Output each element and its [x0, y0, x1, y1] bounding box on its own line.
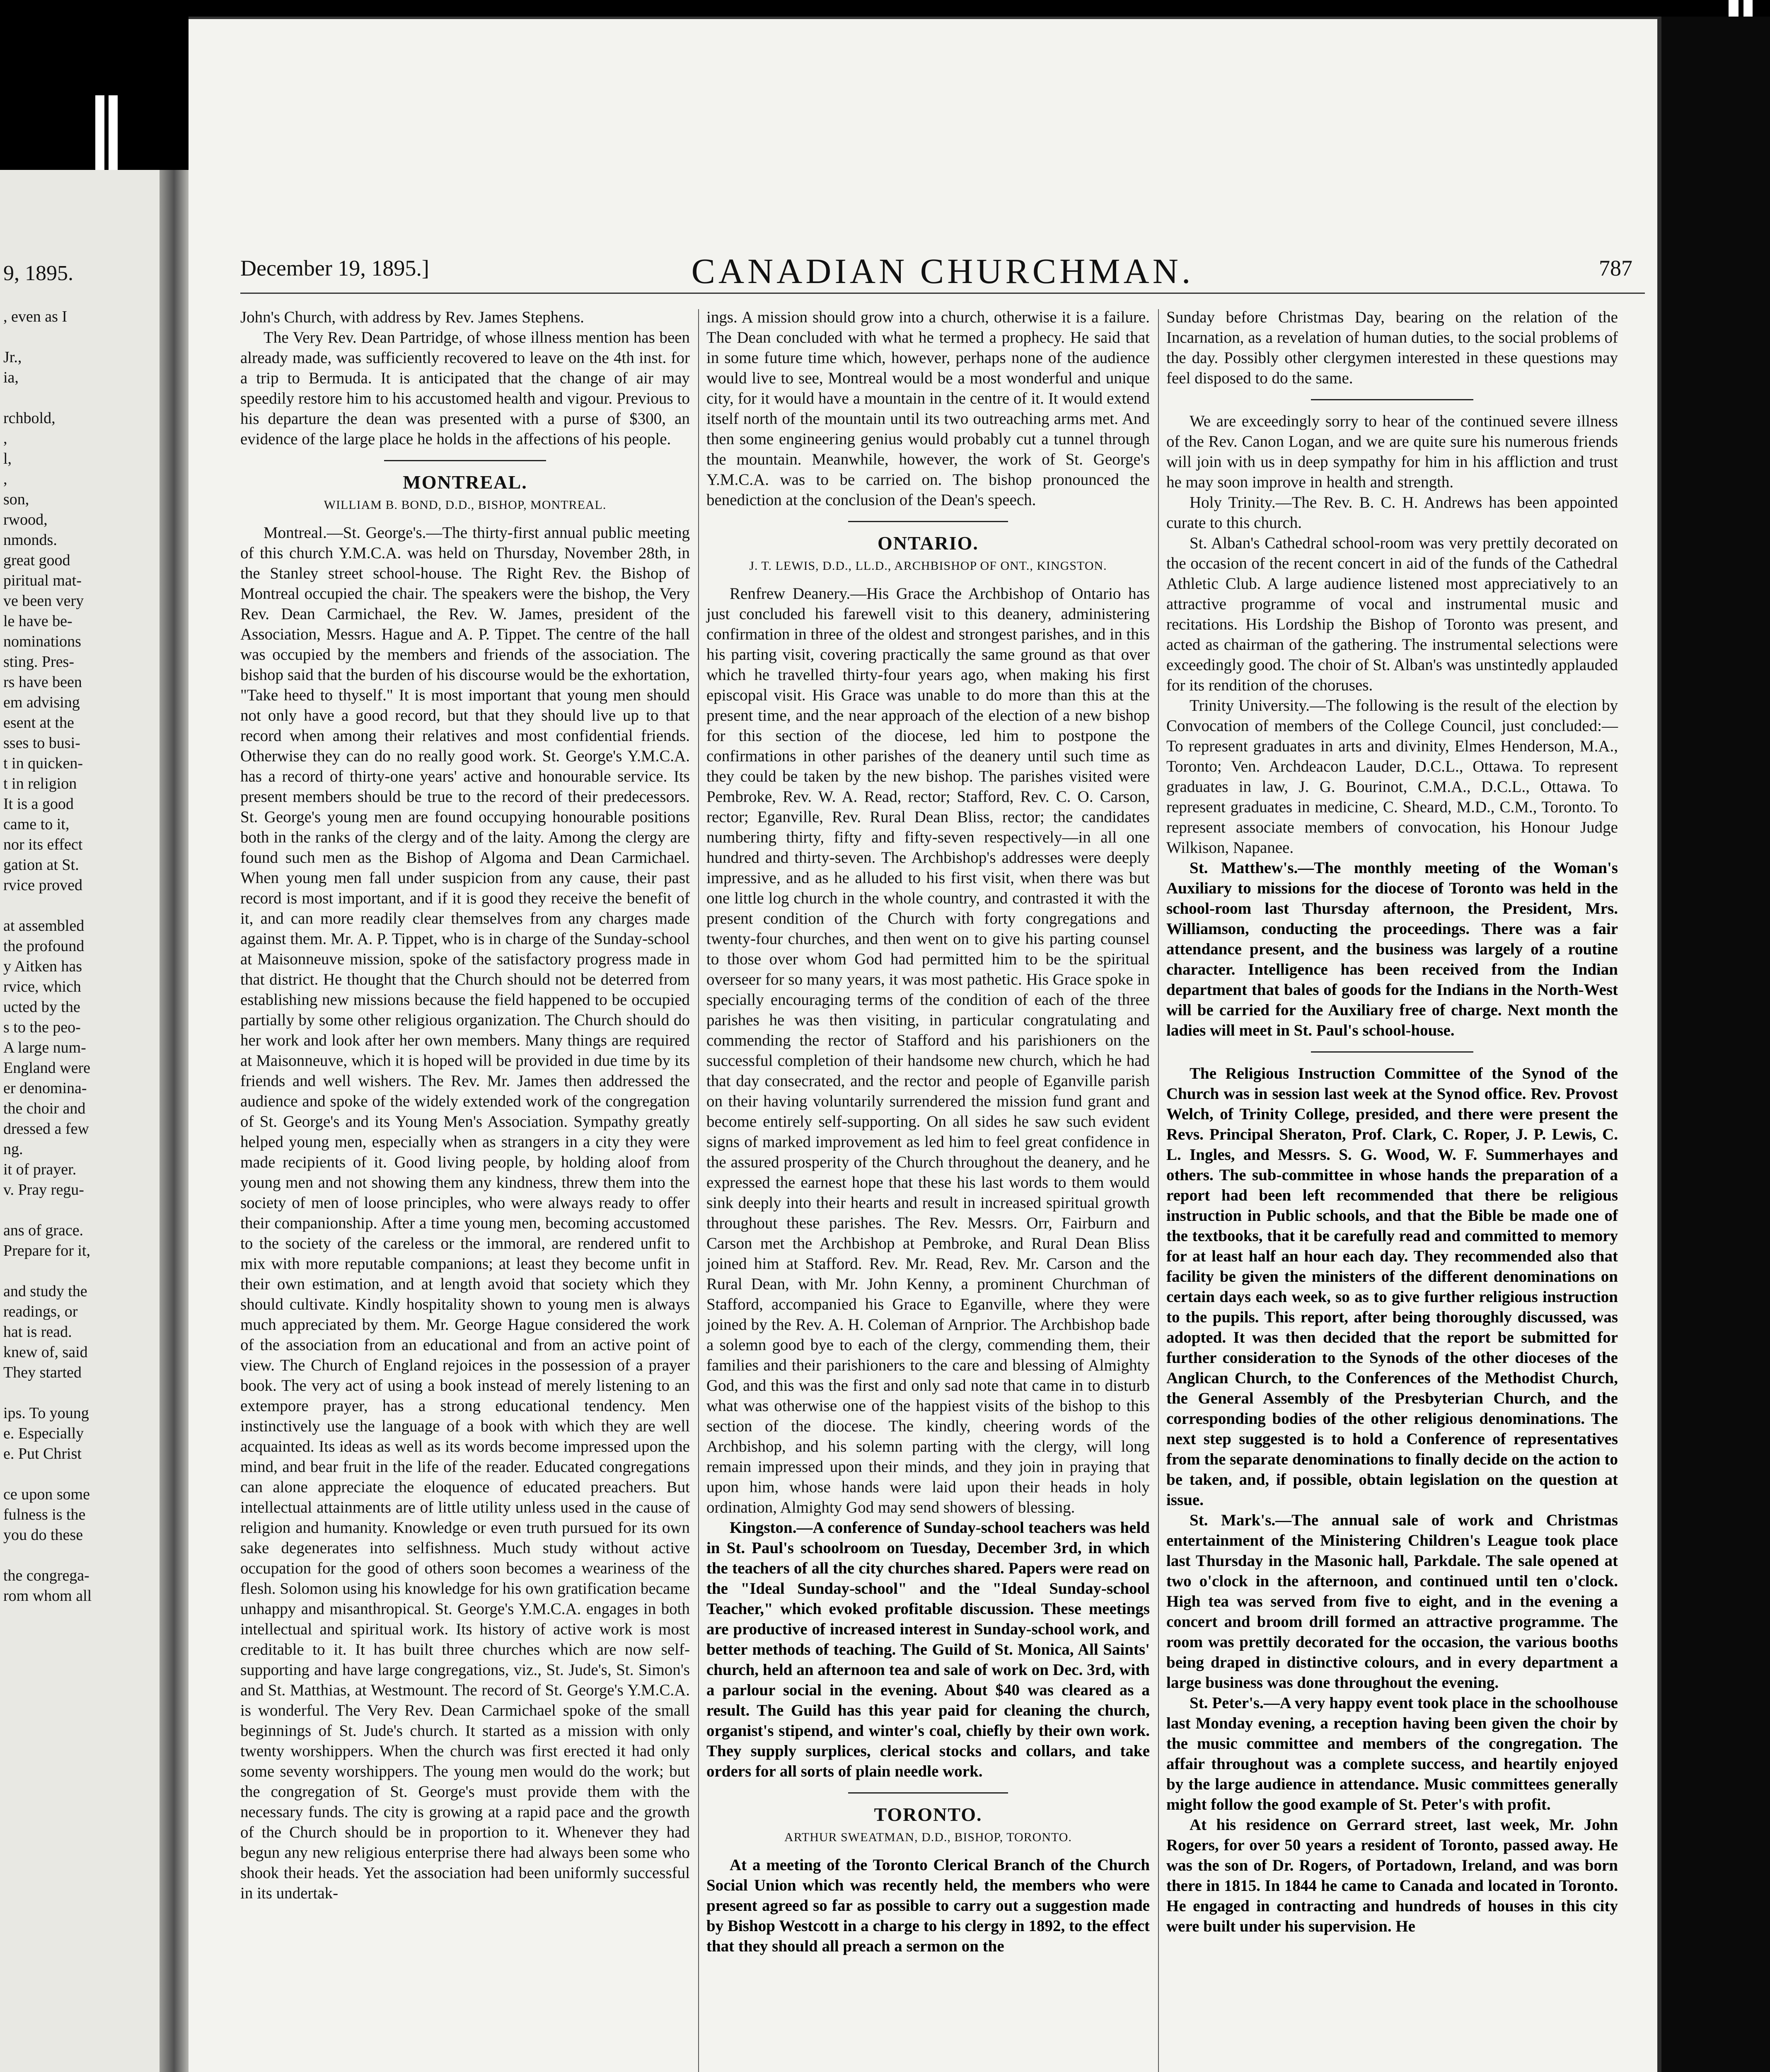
book-gutter: [160, 170, 189, 2072]
page-number: 787: [1599, 256, 1632, 281]
section-heading-montreal: MONTREAL.: [403, 472, 527, 493]
paragraph-dean-partridge: The Very Rev. Dean Partridge, of whose illness mention has been already made, was sufficiently recovered to leave on the 4th inst. for a trip to Bermuda. It is anticipated that the change of air may speedily restore him to his accustomed health and vigour. Previous to his departure the dean was presented with a purse of $300, an evidence of the large place he holds in the affections of his people.: [240, 329, 690, 448]
previous-page-fragment: [0, 170, 160, 2072]
article-holy-trinity: Holy Trinity.—The Rev. B. C. H. Andrews has been appointed curate to this church.: [1166, 494, 1618, 532]
divider: [1311, 399, 1473, 400]
article-continuation: ings. A mission should grow into a church, otherwise it is a failure. The Dean concluded with what he termed a prophecy. He said that in some future time which, however, perhaps none of the audience would live to see, Montreal would be a most wonderful and unique city, for it would have a mountain in the centre of it. It would extend itself north of the mountain until its two outreaching arms met. And then some engineering genius would probably cut a tunnel through the mountain. Meanwhile, however, the work of St. George's Y.M.C.A. was to be carried on. The bishop pronounced the benediction at the conclusion of the Dean's speech.: [706, 308, 1150, 509]
article-st-marks: St. Mark's.—The annual sale of work and Christmas entertainment of the Ministering Children's League took place last Thursday in the Masonic hall, Parkdale. The sale opened at two o'clock in the afternoon, and continued until ten o'clock. High tea was served from five to eight, and in the evening a concert and broom drill formed an attractive programme. The room was prettily decorated for the occasion, the various booths being draped in distinctive colours, and in every department a large business was done throughout the evening.: [1166, 1511, 1618, 1692]
column-rule-2: [1158, 309, 1159, 2072]
article-kingston: Kingston.—A conference of Sunday-school teachers was held in St. Paul's schoolroom on Tuesday, December 3rd, in which the teachers of all the city churches shared. Papers were read on the "Ideal Sunday-school" and the "Ideal Sunday-school Teacher," which evoked profitable discussion. These meetings are productive of increased interest in Sunday-school work, and better methods of teaching. The Guild of St. Monica, All Saints' church, held an afternoon tea and sale of work on Dec. 3rd, with a parlour social in the evening. About $40 was cleared as a result. The Guild has this year paid for cleaning the church, organist's stipend, and winter's coal, chiefly by their own work. They supply surplices, clerical stocks and collars, and take orders for all sorts of plain needle work.: [706, 1519, 1150, 1780]
scanner-right-edge: [1661, 17, 1770, 2072]
paragraph-johns-church: John's Church, with address by Rev. James Stephens.: [240, 308, 584, 326]
divider: [384, 460, 546, 461]
section-heading-toronto: TORONTO.: [874, 1804, 982, 1825]
article-continuation: Sunday before Christmas Day, bearing on the relation of the Incarnation, as a revelation of human duties, to the social problems of the day. Possibly other clergymen interested in these questions may feel disposed to do the same.: [1166, 308, 1618, 387]
divider: [848, 1792, 1008, 1794]
article-st-matthews: St. Matthew's.—The monthly meeting of the Woman's Auxiliary to missions for the diocese of Toronto was held in the school-room last Thursday afternoon, the President, Mrs. Williamson, conducting the proceedings. There was a fair attendance present, and the business was largely of a routine character. Intelligence has been received from the Indian department that bales of goods for the Indians in the North-West will be carried for the Auxiliary free of charge. Next month the ladies will meet in St. Paul's school-house.: [1166, 859, 1618, 1039]
newspaper-page: [189, 17, 1661, 2072]
column-2: [706, 307, 1150, 1956]
previous-page-text: , even as I Jr., ia, rchbold, , l, , son, rwood, nmonds. great good piritual mat- ve been very le have be- nominations sting. Pres- rs have been em advising esent at the sses to busi- t in quicken- t in religion It is a good came to it, nor its effect gation at St. rvice proved at assembled the profound y Aitken has rvice, which ucted by the s to the peo- A large num- England were er denomina- the choir and dressed a few ng. it of prayer. v. Pray regu- ans of grace. Prepare for it, and study the readings, or hat is read. knew of, said They started ips. To young e. Especially e. Put Christ ce upon some fulness is the you do these the congrega- rom whom all: [3, 308, 92, 1605]
bishop-line-ontario: J. T. LEWIS, D.D., LL.D., ARCHBISHOP OF ONT., KINGSTON.: [749, 559, 1107, 573]
article-st-peters: St. Peter's.—A very happy event took place in the schoolhouse last Monday evening, a reception having been given the choir by the music committee and members of the congregation. The affair throughout was a complete success, and heartily enjoyed by the large audience in attendance. Music committees generally might follow the good example of St. Peter's with profit.: [1166, 1694, 1618, 1813]
article-canon-logan: We are exceedingly sorry to hear of the continued severe illness of the Rev. Canon Logan, and we are quite sure his numerous friends will join with us in deep sympathy for him in his affliction and trust he may soon improve in health and strength.: [1166, 412, 1618, 491]
article-trinity-university: Trinity University.—The following is the result of the election by Convocation of members of the College Council, just concluded:—To represent graduates in arts and divinity, Elmes Henderson, M.A., Toronto; Ven. Archdeacon Lauder, D.C.L., Ottawa. To represent graduates in law, J. G. Bourinot, C.M.A., D.C.L., Ottawa. To represent graduates in medicine, C. Sheard, M.D., C.M., Toronto. To represent associate members of convocation, his Honour Judge Wilkison, Napanee.: [1166, 697, 1618, 857]
divider: [848, 521, 1008, 522]
column-3: [1166, 307, 1618, 1936]
article-renfrew-deanery: Renfrew Deanery.—His Grace the Archbishop of Ontario has just concluded his farewell visit to this deanery, administering confirmation in three of the oldest and strongest parishes, and in this his parting visit, covering practically the same ground as that over which he travelled thirty-four years ago, when making his first episcopal visit. His Grace was unable to do more than this at the present time, and the near approach of the election of a new bishop for this section of the diocese, led him to postpone the confirmations in other parishes of the deanery until such time as they could be taken by the new bishop. The parishes visited were Pembroke, Rev. W. A. Read, rector; Stafford, Rev. C. O. Carson, rector; Eganville, Rev. Rural Dean Bliss, rector; the candidates numbering thirty, fifty and fifty-seven respectively—in all one hundred and thirty-seven. The Archbishop's addresses were deeply impressive, and as he alluded to his first visit, when there was but one little log church in the whole country, and contrasted it with the present condition of the Church with forty congregations and twenty-four churches, and then went on to give his parting counsel to those over whom God had permitted him to be the spiritual overseer for so many years, it was most pathetic. His Grace spoke in specially encouraging terms of the condition of each of the three parishes he was then visiting, in particular congratulating and commending the rector of Stafford and his parishioners on the successful completion of their handsome new church, which he had that day consecrated, and the rector and people of Eganville parish on their having voluntarily surrendered the mission fund grant and become entirely self-supporting. On all sides he saw such evident signs of marked improvement as led him to feel great confidence in the assured prosperity of the Church throughout the deanery, and he expressed the earnest hope that these his last words to them would sink deeply into their hearts and result in increased spiritual growth throughout these parishes. The Rev. Messrs. Orr, Fairburn and Carson met the Archbishop at Pembroke, and Rural Dean Bliss joined him at Stafford. Rev. Mr. Read, Rev. Mr. Carson and the Rural Dean, with Mr. John Kenny, a prominent Churchman of Stafford, accompanied his Grace to Eganville, where they were joined by the Rev. A. H. Coleman of Arnprior. The Archbishop bade a solemn good bye to each of the clergy, commending them, their families and their parishioners to the care and blessing of Almighty God, and this was the first and only sad note that came in to disturb what was otherwise one of the happiest visits of the bishop to this section of the diocese. The kindly, cheering words of the Archbishop, and his solemn parting with the clergy, will long remain impressed upon their minds, and they join in praying that upon him, whose hands were laid upon their heads in holy ordination, Almighty God may send showers of blessing.: [706, 585, 1150, 1516]
section-heading-ontario: ONTARIO.: [878, 533, 979, 554]
bishop-line-toronto: ARTHUR SWEATMAN, D.D., BISHOP, TORONTO.: [784, 1830, 1072, 1844]
column-1: [240, 307, 690, 1903]
article-religious-instruction: The Religious Instruction Committee of the Synod of the Church was in session last week at the Synod office. Rev. Provost Welch, of Trinity College, presided, and there were present the Revs. Principal Sheraton, Prof. Clark, C. Roper, J. P. Lewis, C. L. Ingles, and Messrs. S. G. Wood, W. F. Summerhayes and others. The sub-committee in whose hands the preparation of a report had been left recommended that there be religious instruction in Public schools, and that the Bible be made one of the textbooks, that it be carefully read and committed to memory for at least half an hour each day. They recommended also that facility be given the ministers of the different denominations on certain days each week, so as to give further religious instruction to the pupils. This report, after being thoroughly discussed, was adopted. It was then decided that the report be submitted for further consideration to the Synods of the other dioceses of the Anglican Church, to the Conferences of the Methodist Church, the General Assembly of the Presbyterian Church, and the corresponding bodies of the other religious denominations. The next step suggested is to hold a Conference of representatives from the separate denominations to finally decide on the action to be taken, and, if possible, obtain legislation on the question at issue.: [1166, 1065, 1618, 1509]
previous-page-date: 9, 1895.: [3, 261, 73, 285]
masthead-title: CANADIAN CHURCHMAN.: [691, 251, 1194, 291]
article-st-albans: St. Alban's Cathedral school-room was very prettily decorated on the occasion of the recent concert in aid of the funds of the Cathedral Athletic Club. A large audience listened most appreciatively to an attractive programme of vocal and instrumental music and recitations. His Lordship the Bishop of Toronto was present, and acted as chairman of the gathering. The instrumental selections were exceedingly good. The choir of St. Alban's was unstintedly applauded for its rendition of the choruses.: [1166, 534, 1618, 694]
page-header: [240, 251, 1645, 294]
column-rule-1: [698, 309, 699, 2072]
article-st-georges: Montreal.—St. George's.—The thirty-first annual public meeting of this church Y.M.C.A. was held on Thursday, November 28th, in the Stanley street school-house. The Right Rev. the Bishop of Montreal occupied the chair. The speakers were the bishop, the Very Rev. Dean Carmichael, the Rev. W. James, president of the Association, Messrs. Hague and A. P. Tippet. The centre of the hall was occupied by the members and friends of the association. The bishop said that the burden of his discourse would be the exhortation, "Take heed to thyself." It is most important that young men should not only have a good record, but that they should live up to that record when among their relatives and most confidential friends. Otherwise they can do no really good work. St. George's Y.M.C.A. has a record of thirty-one years' active and honourable service. Its present members should be true to the record of their predecessors. St. George's young men are found occupying honourable positions both in the ranks of the clergy and of the laity. Among the clergy are found such men as the Bishop of Algoma and Dean Carmichael. When young men fall under suspicion from any cause, their past record is most important, and if it is good they receive the benefit of it, and can more readily clear themselves from any charges made against them. Mr. A. P. Tippet, who is in charge of the Sunday-school at Maisonneuve mission, spoke of the satisfactory progress made in that district. He thought that the Church should not be deterred from establishing new missions because the field happened to be occupied partially by some other religious organization. The Church should do her work and look after her own members. Many things are required at Maisonneuve, which it is hoped will be provided in due time by its friends and well wishers. The Rev. Mr. James then addressed the audience and spoke of the widely extended work of the congregation of St. George's and its Young Men's Association. Sympathy greatly helped young men, especially when as strangers in a city they were made recipients of it. Good living people, by holding aloof from young men and not showing them any kindness, threw them into the society of men of loose principles, who were always ready to offer their companionship. After a time young men, becoming accustomed to the society of the careless or the immoral, are rendered unfit to mix with more reputable companions; at least they become unfit in their own estimation, and at length avoid that society which they should cultivate. Kindly hospitality shown to young men is always much appreciated by them. Mr. George Hague considered the work of the association from an educational and from an active point of view. The Church of England rejoices in the possession of a prayer book. The very act of using a book instead of merely listening to an extempore prayer, has a strong educational tendency. Men instinctively use the language of a book with which they are well acquainted. Its ideas as well as its words become impressed upon the mind, and bear fruit in the life of the reader. Educated congregations can alone appreciate the eloquence of educated preachers. But intellectual attainments are of little utility unless used in the cause of religion and humanity. Knowledge or even truth pursued for its own sake degenerates into selfishness. Much study without active occupation for the good of others soon becomes a weariness of the flesh. Solomon using his knowledge for his own gratification became unhappy and misanthropical. St. George's Y.M.C.A. engages in both intellectual and spiritual work. Its history of active work is most creditable to it. It has built three churches which are now self-supporting and have large congregations, viz., St. Jude's, St. Simon's and St. Matthias, at Westmount. The record of St. George's Y.M.C.A. is wonderful. The Very Rev. Dean Carmichael spoke of the small beginnings of St. Jude's church. It started as a mission with only twenty worshippers. When the church was first erected it had only some seventy worshippers. The young men would do the work; but the congregation of St. George's must provide them with the necessary funds. The city is growing at a rapid pace and the growth of the Church should be in proportion to it. Whenever they had begun any new religious enterprise there had always been some who shook their heads. Yet the association had been uniformly successful in its undertak-: [240, 524, 690, 1902]
article-toronto-clerical: At a meeting of the Toronto Clerical Branch of the Church Social Union which was recently held, the members who were present agreed so far as possible to carry out a suggestion made by Bishop Westcott in a charge to his clergy in 1892, to the effect that they should all preach a sermon on the: [706, 1856, 1150, 1955]
issue-date: December 19, 1895.]: [240, 256, 429, 281]
bishop-line-montreal: WILLIAM B. BOND, D.D., BISHOP, MONTREAL.: [324, 498, 607, 512]
divider: [1311, 1051, 1473, 1053]
article-john-rogers: At his residence on Gerrard street, last week, Mr. John Rogers, for over 50 years a resident of Toronto, passed away. He was the son of Dr. Rogers, of Portadown, Ireland, and was born there in 1815. In 1844 he came to Canada and located in Toronto. He engaged in contracting and hundreds of houses in this city were built under his supervision. He: [1166, 1816, 1618, 1935]
